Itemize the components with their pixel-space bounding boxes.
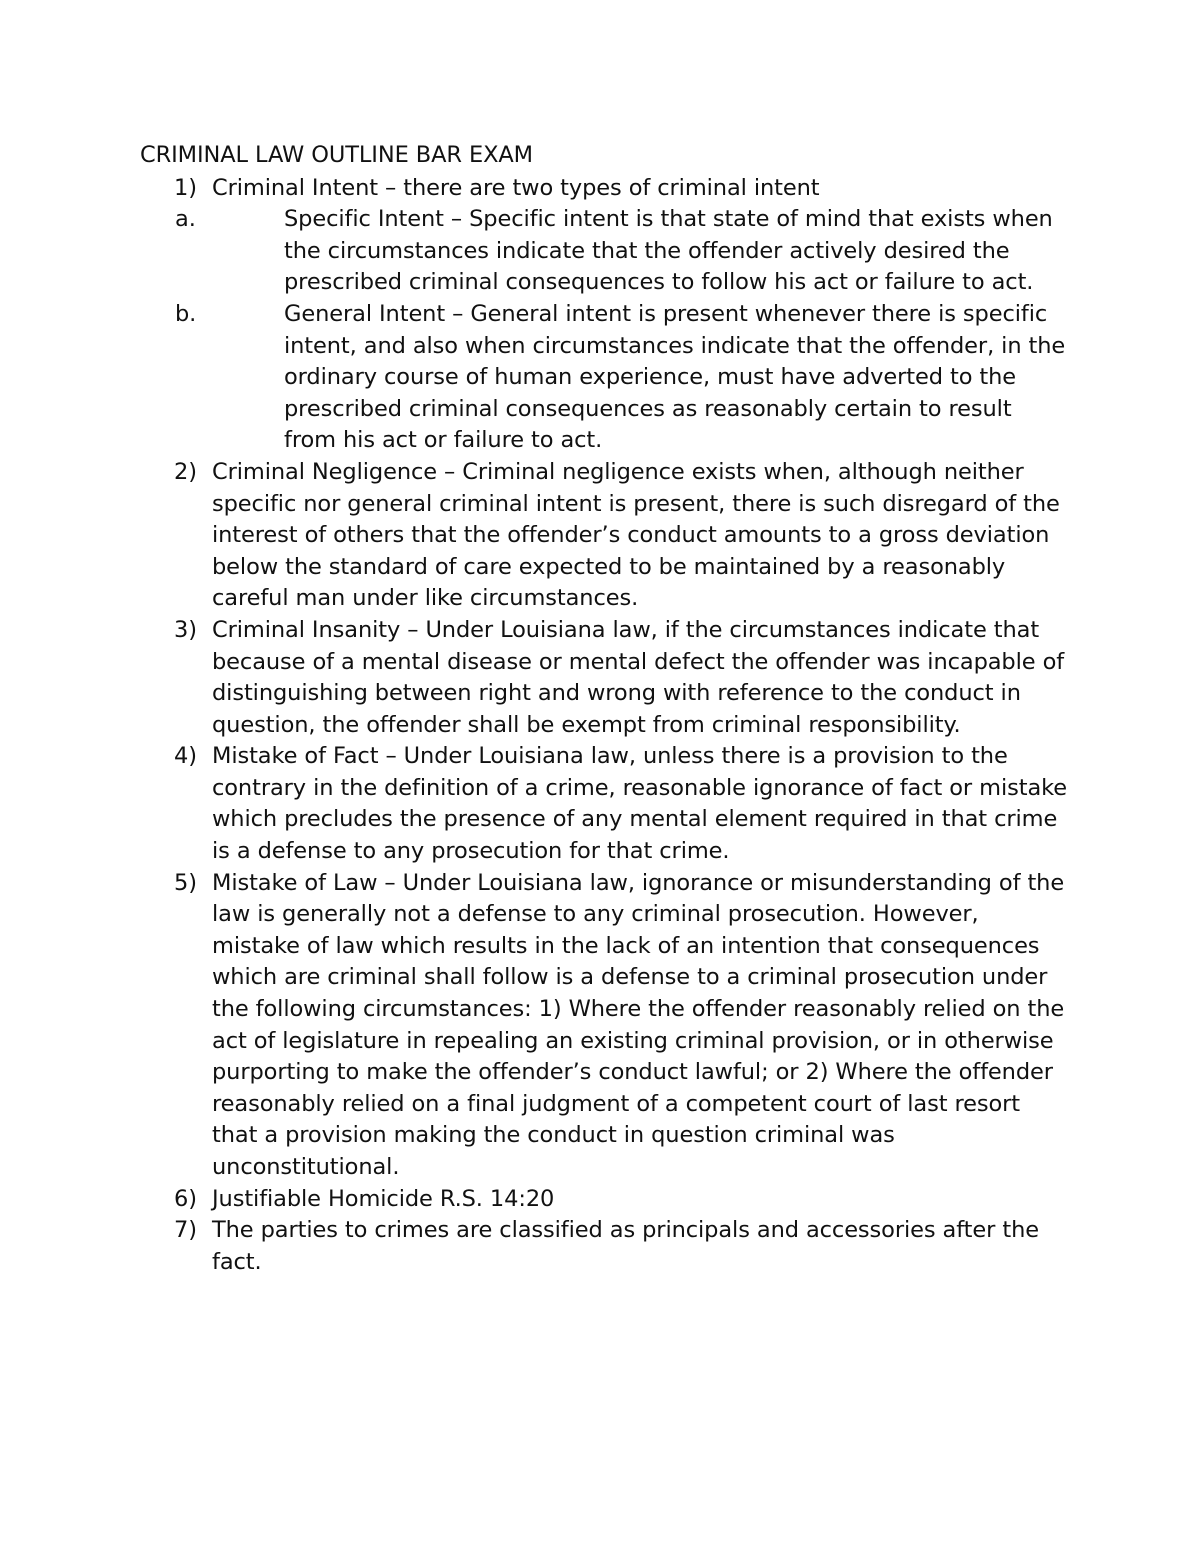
list-item-text: Mistake of Fact – Under Louisiana law, unless there is a provision to the contrary in the definition of a crime, reasonable ignorance of fact or mistake which precludes the presence of any mental element required in that crime is a defense to any prosecution for that crime.: [212, 743, 1068, 865]
sublist-letter: b.: [175, 300, 197, 327]
sublist-item-b: [140, 299, 1070, 457]
list-item-4: [140, 741, 1070, 867]
list-item-text: Criminal Insanity – Under Louisiana law, if the circumstances indicate that because of a mental disease or mental defect the offender was incapable of distinguishing between right and wrong with reference to the conduct in question, the offender shall be exempt from criminal responsibility.: [212, 616, 1065, 738]
document-title: CRIMINAL LAW OUTLINE BAR EXAM: [140, 142, 533, 168]
list-number: 7): [174, 1217, 197, 1244]
list-item-1: [140, 173, 1070, 457]
document-body: [140, 140, 1070, 1278]
list-number: 2): [174, 458, 197, 485]
list-item-3: [140, 615, 1070, 741]
sublist-item-a: [140, 204, 1070, 299]
sublist: [140, 204, 1070, 457]
list-number: 3): [174, 616, 197, 643]
list-item-7: [140, 1215, 1070, 1278]
list-number: 6): [174, 1185, 197, 1212]
list-item-text: Criminal Negligence – Criminal negligence exists when, although neither specific nor general criminal intent is present, there is such disregard of the interest of others that the offender’s conduct amounts to a gross deviation below the standard of care expected to be maintained by a reasonably careful man under like circumstances.: [212, 458, 1060, 612]
list-item-text: The parties to crimes are classified as principals and accessories after the fact.: [212, 1217, 1039, 1275]
list-item-2: [140, 457, 1070, 615]
list-item-text: Criminal Intent – there are two types of criminal intent: [212, 174, 820, 201]
list-number: 5): [174, 869, 197, 896]
sublist-letter: a.: [175, 206, 196, 233]
list-item-6: [140, 1184, 1070, 1216]
list-item-text: Justifiable Homicide R.S. 14:20: [212, 1185, 555, 1212]
sublist-item-text: Specific Intent – Specific intent is that state of mind that exists when the circumstances indicate that the offender actively desired the prescribed criminal consequences to follow his act or failure to act.: [284, 206, 1053, 296]
list-number: 1): [174, 174, 197, 201]
list-item-text: Mistake of Law – Under Louisiana law, ignorance or misunderstanding of the law is generally not a defense to any criminal prosecution. However, mistake of law which results in the lack of an intention that consequences which are criminal shall follow is a defense to a criminal prosecution under the following circumstances: 1) Where the offender reasonably relied on the act of legislature in repealing an existing criminal provision, or in otherwise purporting to make the offender’s conduct lawful; or 2) Where the offender reasonably relied on a final judgment of a competent court of last resort that a provision making the conduct in question criminal was unconstitutional.: [212, 869, 1065, 1180]
sublist-item-text: General Intent – General intent is present whenever there is specific intent, and also when circumstances indicate that the offender, in the ordinary course of human experience, must have adverted to the prescribed criminal consequences as reasonably certain to result from his act or failure to act.: [284, 300, 1066, 454]
list-number: 4): [174, 743, 197, 770]
list-item-5: [140, 868, 1070, 1184]
